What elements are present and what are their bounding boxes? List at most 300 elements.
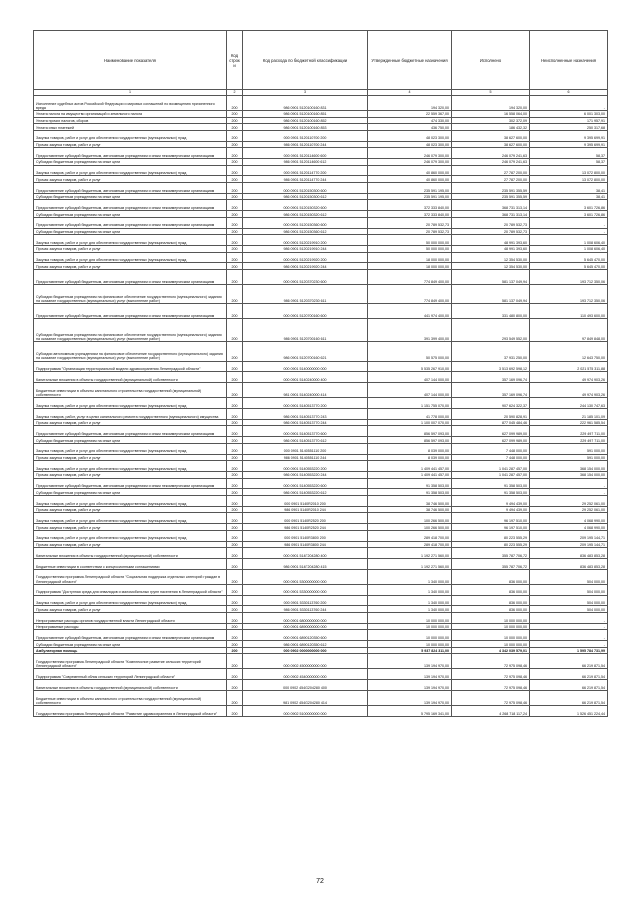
row-code: 200 [227, 148, 243, 159]
table-row [34, 193, 608, 200]
row-kbk: 986 0901 5120370230 611 [243, 284, 368, 303]
page-number: 72 [316, 878, 324, 885]
row-kbk: 986 0901 5120110700 244 [243, 141, 368, 148]
table-row [34, 263, 608, 270]
row-name: Государственная программа Ленинградской области "Социальная поддержка отдельных категорий граждан в Ленинградской области" [34, 569, 227, 584]
row-approved: 1 192 271 560,00 [368, 548, 452, 559]
table-row [34, 454, 608, 461]
row-code: 200 [227, 558, 243, 569]
row-unexecuted: 591 000,00 [530, 443, 608, 454]
table-row [34, 176, 608, 183]
table-row [34, 461, 608, 472]
row-code: 200 [227, 117, 243, 124]
row-kbk: 986 0901 6890120350 612 [243, 641, 368, 648]
row-name: Прочая закупка товаров, работ и услуг [34, 472, 227, 479]
row-kbk: 986 0901 5120700160 621 [243, 342, 368, 361]
row-name: Прочая закупка товаров, работ и услуг [34, 524, 227, 531]
row-executed: 186 432,32 [452, 124, 530, 131]
row-kbk: 000 0901 5330000000 000 [243, 584, 368, 595]
row-executed: 836 000,00 [452, 584, 530, 595]
row-executed: 27 787 200,00 [452, 165, 530, 176]
table-row [34, 530, 608, 541]
row-approved: 372 333 840,00 [368, 200, 452, 211]
row-approved: 194 320,00 [368, 96, 452, 111]
column-number: 1 [34, 90, 227, 96]
row-code: 200 [227, 419, 243, 426]
row-unexecuted: 193 712 350,06 [530, 269, 608, 284]
table-row [34, 623, 608, 630]
row-code: 200 [227, 654, 243, 669]
row-name: Субсидии автономным учреждениям на финансовое обеспечение государственного (муниципального) задания на оказание государственных (муниципальных) услуг (выполнение работ) [34, 342, 227, 361]
row-executed: 293 549 552,00 [452, 319, 530, 342]
row-name: Закупка товаров, работ и услуг для обеспечения государственных (муниципальных) нужд [34, 496, 227, 507]
table-row [34, 705, 608, 716]
row-unexecuted: 209 195 144,71 [530, 541, 608, 548]
row-unexecuted: 229 497 711,00 [530, 426, 608, 437]
row-approved: 40 860 000,00 [368, 176, 452, 183]
row-kbk: 000 0901 5140551110 200 [243, 443, 368, 454]
table-row [34, 558, 608, 569]
row-code: 200 [227, 443, 243, 454]
row-approved: 1 340 000,00 [368, 584, 452, 595]
row-name: Закупка товаров, работ и услуг для обеспечения государственных (муниципальных) нужд [34, 530, 227, 541]
row-unexecuted: - [530, 489, 608, 496]
row-name: Закупка товаров, работ и услуг для обеспечения государственных (муниципальных) нужд [34, 235, 227, 246]
table-row [34, 158, 608, 165]
row-name: Непрограммные расходы [34, 623, 227, 630]
row-code: 200 [227, 124, 243, 131]
row-name: Предоставление субсидий бюджетным, автономным учреждениям и иным некоммерческим организациям [34, 148, 227, 159]
row-kbk: 000 0902 5100000000 000 [243, 705, 368, 716]
row-unexecuted: 29 252 061,00 [530, 496, 608, 507]
header-name: Наименование показателя [34, 31, 227, 90]
row-kbk: 000 0902 4540000000 000 [243, 669, 368, 680]
row-approved: 50 000 000,00 [368, 235, 452, 246]
row-unexecuted: 4 068 990,00 [530, 524, 608, 531]
row-name: Амбулаторная помощь [34, 647, 227, 654]
row-name: Бюджетные инвестиции в соответствии с концессионными соглашениями [34, 558, 227, 569]
column-number: 5 [452, 90, 530, 96]
row-code: 200 [227, 263, 243, 270]
row-executed: 7 448 000,00 [452, 454, 530, 461]
table-row [34, 641, 608, 648]
row-executed: 368 731 313,14 [452, 200, 530, 211]
row-kbk: 986 0901 5140553220 612 [243, 489, 368, 496]
row-unexecuted: 1 595 784 731,99 [530, 647, 608, 654]
row-code: 200 [227, 680, 243, 691]
row-code: 200 [227, 426, 243, 437]
row-approved: 774 849 400,00 [368, 269, 452, 284]
column-number: 3 [243, 90, 368, 96]
row-approved: 1 192 271 560,00 [368, 558, 452, 569]
row-code: 200 [227, 489, 243, 496]
row-executed: 72 975 098,46 [452, 669, 530, 680]
table-row [34, 342, 608, 361]
row-executed: 72 975 098,46 [452, 680, 530, 691]
row-approved: 1 340 000,00 [368, 606, 452, 613]
row-unexecuted: 1 008 606,40 [530, 245, 608, 252]
row-kbk: 000 0901 5120114770 200 [243, 165, 368, 176]
row-name: Субсидии бюджетным учреждениям на иные цели [34, 193, 227, 200]
row-executed: 907 624 322,37 [452, 398, 530, 409]
row-unexecuted: - [530, 630, 608, 641]
row-name: Субсидии бюджетным учреждениям на иные цели [34, 641, 227, 648]
row-code: 200 [227, 612, 243, 623]
row-unexecuted: 5 645 470,00 [530, 263, 608, 270]
row-approved: 100 266 500,00 [368, 524, 452, 531]
row-executed: 3 513 692 598,12 [452, 361, 530, 372]
row-approved: 10 000 000,00 [368, 630, 452, 641]
row-executed: 96 197 510,00 [452, 524, 530, 531]
row-approved: 50 575 000,00 [368, 342, 452, 361]
row-kbk: 000 0901 5300000000 000 [243, 569, 368, 584]
row-name: Уплата иных платежей [34, 124, 227, 131]
row-executed: 246 079 241,63 [452, 158, 530, 165]
row-unexecuted: 9 395 699,91 [530, 130, 608, 141]
row-unexecuted: 504 000,00 [530, 595, 608, 606]
row-name: Субсидии бюджетным учреждениям на иные цели [34, 228, 227, 235]
row-unexecuted: - [530, 96, 608, 111]
row-unexecuted: 229 497 711,00 [530, 437, 608, 444]
table-row [34, 148, 608, 159]
table-row [34, 211, 608, 218]
column-number: 2 [227, 90, 243, 96]
row-executed: 80 223 555,29 [452, 530, 530, 541]
row-executed: 27 787 200,00 [452, 176, 530, 183]
row-unexecuted: 5 645 470,00 [530, 252, 608, 263]
row-executed: 357 169 096,74 [452, 383, 530, 398]
table-row [34, 478, 608, 489]
row-unexecuted: 368 154 000,00 [530, 461, 608, 472]
row-code: 200 [227, 245, 243, 252]
row-unexecuted: 3 601 726,86 [530, 211, 608, 218]
row-executed: 1 041 287 457,00 [452, 472, 530, 479]
row-approved: 1 340 000,00 [368, 569, 452, 584]
row-approved: 10 000 000,00 [368, 612, 452, 623]
row-approved: 5 535 267 910,00 [368, 361, 452, 372]
row-code: 200 [227, 304, 243, 319]
table-row [34, 372, 608, 383]
row-name: Предоставление субсидий бюджетным, автономным учреждениям и иным некоммерческим организациям [34, 269, 227, 284]
row-unexecuted: 66 219 871,54 [530, 654, 608, 669]
row-kbk: 000 0902 0000000000 000 [243, 647, 368, 654]
row-unexecuted: 836 483 853,28 [530, 548, 608, 559]
table-row [34, 304, 608, 319]
table-row [34, 319, 608, 342]
row-name: Уплата прочих налогов, сборов [34, 117, 227, 124]
row-approved: 139 194 970,00 [368, 690, 452, 705]
row-code: 200 [227, 141, 243, 148]
row-unexecuted: - [530, 623, 608, 630]
table-row [34, 200, 608, 211]
row-kbk: 000 0901 514Г204280 400 [243, 548, 368, 559]
table-row [34, 606, 608, 613]
header-unexecuted: Неисполненные назначения [530, 31, 608, 90]
row-executed: 194 320,00 [452, 96, 530, 111]
row-executed: 355 787 706,72 [452, 558, 530, 569]
row-unexecuted: - [530, 217, 608, 228]
row-approved: 246 079 300,00 [368, 148, 452, 159]
row-name: Бюджетные инвестиции в объекты капитального строительства государственной (муниципальной) собственности [34, 383, 227, 398]
row-name: Предоставление субсидий бюджетным, автономным учреждениям и иным некоммерческим организациям [34, 426, 227, 437]
table-row [34, 524, 608, 531]
table-row [34, 654, 608, 669]
row-approved: 856 597 093,00 [368, 426, 452, 437]
row-name: Закупка товаров, работ и услуг для обеспечения государственных (муниципальных) нужд [34, 165, 227, 176]
row-code: 200 [227, 235, 243, 246]
row-kbk: 986 0901 5120100160 851 [243, 111, 368, 118]
table-row [34, 506, 608, 513]
row-unexecuted: 21 185 101,09 [530, 409, 608, 420]
row-approved: 50 000 000,00 [368, 245, 452, 252]
row-kbk: 986 0901 5120700160 611 [243, 319, 368, 342]
table-row [34, 569, 608, 584]
row-executed: 627 099 989,00 [452, 426, 530, 437]
table-row [34, 409, 608, 420]
row-name: Капитальные вложения в объекты государственной (муниципальной) собственности [34, 680, 227, 691]
row-name: Подпрограмма "Доступная среда для инвалидов и маломобильных групп населения в Ленинградской области" [34, 584, 227, 595]
row-kbk: 000 0901 5140000000 000 [243, 361, 368, 372]
row-code: 200 [227, 211, 243, 218]
table-row [34, 690, 608, 705]
row-executed: 12 354 530,00 [452, 252, 530, 263]
row-code: 200 [227, 641, 243, 648]
row-kbk: 981 0902 454G204280 414 [243, 690, 368, 705]
row-code: 200 [227, 478, 243, 489]
table-row [34, 130, 608, 141]
row-approved: 5 795 169 341,00 [368, 705, 452, 716]
row-unexecuted: 504 000,00 [530, 606, 608, 613]
row-code: 200 [227, 647, 243, 654]
row-name: Субсидии бюджетным учреждениям на иные цели [34, 158, 227, 165]
row-name: Бюджетные инвестиции в объекты капитального строительства государственной (муниципальной) собственности [34, 690, 227, 705]
row-unexecuted: - [530, 641, 608, 648]
row-name: Закупка товаров, работ, услуг в целях капитального ремонта государственного (муниципального) имущества [34, 409, 227, 420]
table-row [34, 141, 608, 148]
row-name: Исполнение судебных актов Российской Федерации и мировых соглашений по возмещению причиненного вреда [34, 96, 227, 111]
row-executed: 246 079 241,63 [452, 148, 530, 159]
row-kbk: 000 0901 5120219910 200 [243, 235, 368, 246]
row-kbk: 000 0901 5140R2520 200 [243, 513, 368, 524]
row-approved: 856 597 093,00 [368, 437, 452, 444]
row-kbk: 000 0901 6890120350 600 [243, 630, 368, 641]
row-unexecuted: 250 317,68 [530, 124, 608, 131]
table-row [34, 489, 608, 496]
row-unexecuted: 193 712 350,06 [530, 284, 608, 303]
row-unexecuted: 29 252 061,00 [530, 506, 608, 513]
row-executed: 10 000 000,00 [452, 623, 530, 630]
row-name: Закупка товаров, работ и услуг для обеспечения государственных (муниципальных) нужд [34, 398, 227, 409]
row-approved: 18 000 000,00 [368, 252, 452, 263]
table-row [34, 443, 608, 454]
row-unexecuted: 49 974 903,26 [530, 383, 608, 398]
row-executed: 9 494 439,00 [452, 496, 530, 507]
row-unexecuted: 58,37 [530, 148, 608, 159]
row-kbk: 986 0901 5120114600 612 [243, 158, 368, 165]
row-executed: 355 787 706,72 [452, 548, 530, 559]
row-name: Предоставление субсидий бюджетным, автономным учреждениям и иным некоммерческим организациям [34, 304, 227, 319]
row-executed: 581 137 049,94 [452, 284, 530, 303]
row-unexecuted: 504 000,00 [530, 569, 608, 584]
row-approved: 1 409 441 457,00 [368, 461, 452, 472]
row-executed: 877 045 484,46 [452, 419, 530, 426]
row-unexecuted: 38,41 [530, 193, 608, 200]
row-kbk: 000 0901 5120114600 600 [243, 148, 368, 159]
row-name: Прочая закупка товаров, работ и услуг [34, 245, 227, 252]
row-executed: 235 591 355,59 [452, 193, 530, 200]
row-name: Прочая закупка товаров, работ и услуг [34, 141, 227, 148]
row-executed: 12 354 530,00 [452, 263, 530, 270]
table-row [34, 165, 608, 176]
row-unexecuted: 209 195 144,71 [530, 530, 608, 541]
row-kbk: 000 0901 6800000000 000 [243, 612, 368, 623]
row-approved: 407 144 000,00 [368, 372, 452, 383]
table-row [34, 252, 608, 263]
row-executed: 368 731 313,14 [452, 211, 530, 218]
row-executed: 627 099 989,00 [452, 437, 530, 444]
row-code: 200 [227, 548, 243, 559]
row-unexecuted: 58,37 [530, 158, 608, 165]
row-name: Предоставление субсидий бюджетным, автономным учреждениям и иным некоммерческим организациям [34, 630, 227, 641]
row-executed: 4 342 039 579,01 [452, 647, 530, 654]
table-body [34, 90, 608, 717]
row-code: 200 [227, 437, 243, 444]
row-code: 200 [227, 690, 243, 705]
row-name: Субсидии бюджетным учреждениям на иные цели [34, 489, 227, 496]
row-kbk: 986 0901 5330113760 244 [243, 606, 368, 613]
row-executed: 20 590 828,91 [452, 409, 530, 420]
row-approved: 1 340 000,00 [368, 595, 452, 606]
row-kbk: 000 0901 5120219920 200 [243, 252, 368, 263]
row-name: Закупка товаров, работ и услуг для обеспечения государственных (муниципальных) нужд [34, 595, 227, 606]
row-kbk: 000 0902 4500000000 000 [243, 654, 368, 669]
row-name: Предоставление субсидий бюджетным, автономным учреждениям и иным некоммерческим организациям [34, 217, 227, 228]
row-name: Прочая закупка товаров, работ и услуг [34, 263, 227, 270]
row-kbk: 981 0901 5140240000 414 [243, 383, 368, 398]
row-unexecuted: 244 130 747,63 [530, 398, 608, 409]
row-kbk: 000 0901 5140240000 400 [243, 372, 368, 383]
row-name: Закупка товаров, работ и услуг для обеспечения государственных (муниципальных) нужд [34, 461, 227, 472]
row-code: 200 [227, 158, 243, 165]
table-row [34, 426, 608, 437]
row-unexecuted: 66 219 871,54 [530, 690, 608, 705]
table-row [34, 680, 608, 691]
row-code: 200 [227, 630, 243, 641]
row-name: Прочая закупка товаров, работ и услуг [34, 541, 227, 548]
row-approved: 10 000 000,00 [368, 641, 452, 648]
row-executed: 91 358 503,00 [452, 478, 530, 489]
row-approved: 40 860 000,00 [368, 165, 452, 176]
row-kbk: 000 0901 5120150360 600 [243, 217, 368, 228]
table-row [34, 472, 608, 479]
row-code: 200 [227, 496, 243, 507]
row-name: Субсидии бюджетным учреждениям на финансовое обеспечение государственного (муниципального) задания на оказание государственных (муниципальных) услуг (выполнение работ) [34, 319, 227, 342]
row-approved: 246 079 300,00 [368, 158, 452, 165]
row-name: Предоставление субсидий бюджетным, автономным учреждениям и иным некоммерческим организациям [34, 200, 227, 211]
row-unexecuted: 504 000,00 [530, 584, 608, 595]
row-name: Закупка товаров, работ и услуг для обеспечения государственных (муниципальных) нужд [34, 443, 227, 454]
row-code: 200 [227, 569, 243, 584]
column-number: 4 [368, 90, 452, 96]
row-name: Субсидии бюджетным учреждениям на финансовое обеспечение государственного (муниципального) задания на оказание государственных (муниципальных) услуг (выполнение работ) [34, 284, 227, 303]
row-code: 200 [227, 200, 243, 211]
row-code: 200 [227, 372, 243, 383]
table-row [34, 111, 608, 118]
row-code: 200 [227, 130, 243, 141]
row-unexecuted: 6 001 303,00 [530, 111, 608, 118]
row-unexecuted: - [530, 228, 608, 235]
row-executed: 836 000,00 [452, 569, 530, 584]
row-executed: 91 358 503,00 [452, 489, 530, 496]
row-unexecuted: 9 395 699,91 [530, 141, 608, 148]
table-row [34, 437, 608, 444]
table-row [34, 669, 608, 680]
row-kbk: 986 0901 5140551110 244 [243, 454, 368, 461]
row-kbk: 000 0901 5120150300 600 [243, 182, 368, 193]
row-unexecuted: 1 526 451 224,44 [530, 705, 608, 716]
row-code: 200 [227, 252, 243, 263]
row-unexecuted: - [530, 612, 608, 623]
row-name: Прочая закупка товаров, работ и услуг [34, 176, 227, 183]
row-approved: 235 591 195,00 [368, 193, 452, 200]
row-kbk: 986 0901 5140513770 243 [243, 409, 368, 420]
row-executed: 20 789 532,73 [452, 228, 530, 235]
row-kbk: 000 0901 5140553220 600 [243, 478, 368, 489]
row-code: 200 [227, 530, 243, 541]
row-approved: 139 194 970,00 [368, 654, 452, 669]
row-executed: 37 931 250,00 [452, 342, 530, 361]
row-unexecuted: 1 008 606,40 [530, 235, 608, 246]
row-code: 200 [227, 705, 243, 716]
row-approved: 1 100 007 070,00 [368, 419, 452, 426]
table-row [34, 513, 608, 524]
row-approved: 474 330,00 [368, 117, 452, 124]
row-name: Прочая закупка товаров, работ и услуг [34, 419, 227, 426]
table-row [34, 630, 608, 641]
row-executed: 10 000 000,00 [452, 641, 530, 648]
table-row [34, 548, 608, 559]
row-executed: 16 558 064,00 [452, 111, 530, 118]
row-kbk: 000 0901 5120700160 600 [243, 304, 368, 319]
row-executed: 836 000,00 [452, 606, 530, 613]
row-approved: 407 144 000,00 [368, 383, 452, 398]
table-row [34, 419, 608, 426]
row-executed: 72 975 098,46 [452, 654, 530, 669]
header-code: Код строки [227, 31, 243, 90]
row-executed: 581 137 049,94 [452, 269, 530, 284]
row-approved: 20 789 532,73 [368, 228, 452, 235]
row-approved: 391 399 400,00 [368, 319, 452, 342]
header-executed: Исполнено [452, 31, 530, 90]
row-unexecuted: 368 154 000,00 [530, 472, 608, 479]
row-code: 200 [227, 454, 243, 461]
row-approved: 441 974 400,00 [368, 304, 452, 319]
row-code: 200 [227, 182, 243, 193]
row-unexecuted: 13 072 800,00 [530, 176, 608, 183]
row-kbk: 000 0901 5120110700 200 [243, 130, 368, 141]
row-approved: 22 559 367,00 [368, 111, 452, 118]
row-name: Прочая закупка товаров, работ и услуг [34, 454, 227, 461]
table-row [34, 647, 608, 654]
table-header-row [34, 31, 608, 90]
table-row [34, 612, 608, 623]
row-code: 200 [227, 96, 243, 111]
row-code: 200 [227, 461, 243, 472]
row-code: 200 [227, 217, 243, 228]
row-unexecuted: 836 483 853,28 [530, 558, 608, 569]
table-row [34, 217, 608, 228]
row-unexecuted: 12 643 750,00 [530, 342, 608, 361]
